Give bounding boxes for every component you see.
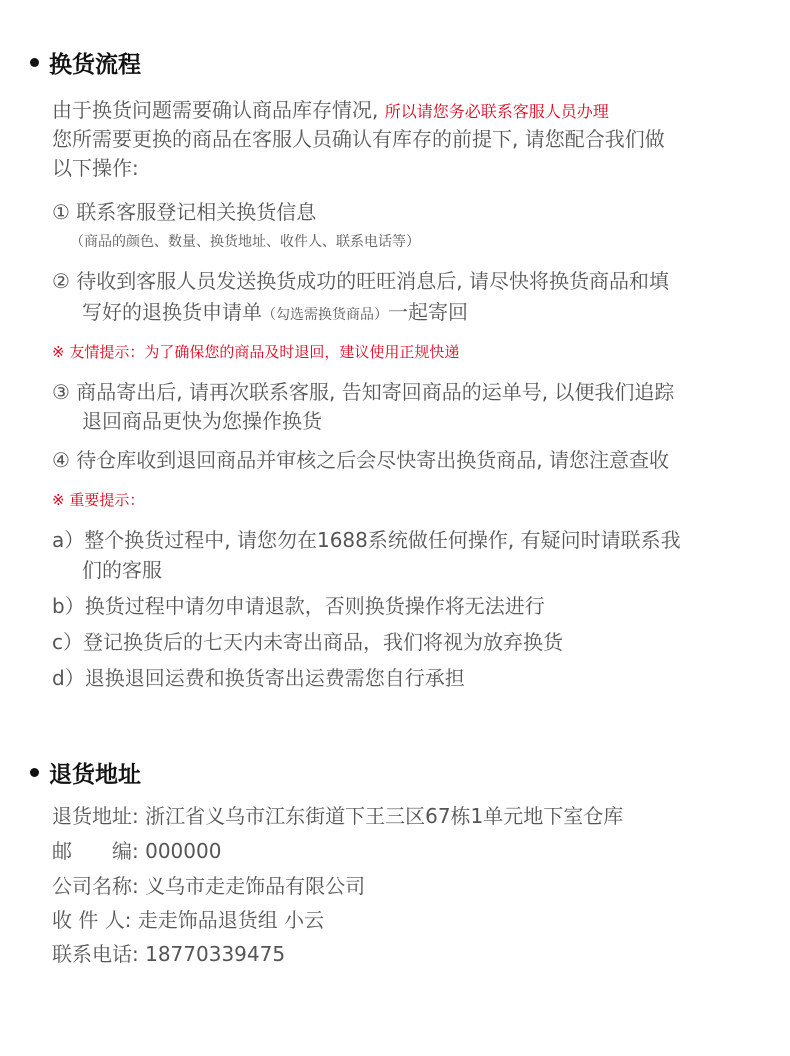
friendly-tip: ※ 友情提示：为了确保您的商品及时退回，建议使用正规快递: [52, 343, 460, 361]
rule-c: c）登记换货后的七天内未寄出商品，我们将视为放弃换货: [52, 630, 563, 654]
important-tip: ※ 重要提示：: [52, 491, 145, 509]
rule-a-line-2: 们的客服: [82, 558, 162, 582]
return-address: 退货地址: 浙江省义乌市江东街道下王三区67栋1单元地下室仓库: [52, 804, 624, 828]
phone-number: 联系电话: 18770339475: [52, 942, 286, 966]
step-1-note: （商品的颜色、数量、换货地址、收件人、联系电话等）: [70, 234, 420, 250]
step-2-text-c: 一起寄回: [388, 300, 468, 324]
exchange-title: 换货流程: [49, 52, 141, 78]
step-2-note: （勾选需换货商品）: [262, 307, 388, 323]
postcode: 邮 编: 000000: [52, 839, 222, 863]
step-2-line-2: [82, 298, 468, 329]
section-title-exchange: [30, 46, 141, 79]
bullet-icon: [30, 58, 39, 67]
rule-d: d）退换退回运费和换货寄出运费需您自行承担: [52, 666, 465, 690]
step-4: ④ 待仓库收到退回商品并审核之后会尽快寄出换货商品, 请您注意查收: [52, 448, 670, 472]
step-2-line-1: ② 待收到客服人员发送换货成功的旺旺消息后, 请尽快将换货商品和填: [52, 269, 670, 293]
intro-text: 由于换货问题需要确认商品库存情况,: [52, 98, 379, 122]
intro-line-1: [52, 96, 609, 126]
intro-line-2: 您所需要更换的商品在客服人员确认有库存的前提下, 请您配合我们做: [52, 127, 665, 151]
intro-line-3: 以下操作:: [52, 156, 139, 180]
step-3-line-2: 退回商品更快为您操作换货: [82, 409, 322, 433]
step-3-line-1: ③ 商品寄出后, 请再次联系客服, 告知寄回商品的运单号, 以便我们追踪: [52, 380, 675, 404]
intro-red-text: 所以请您务必联系客服人员办理: [384, 102, 609, 121]
rule-b: b）换货过程中请勿申请退款，否则换货操作将无法进行: [52, 594, 545, 618]
section-title-return-address: [30, 756, 141, 789]
company-name: 公司名称: 义乌市走走饰品有限公司: [52, 874, 366, 898]
rule-a-line-1: a）整个换货过程中, 请您勿在1688系统做任何操作, 有疑问时请联系我: [52, 528, 681, 552]
return-address-title: 退货地址: [49, 762, 141, 788]
step-1: ① 联系客服登记相关换货信息: [52, 200, 317, 224]
step-2-text-a: 写好的退换货申请单: [82, 300, 262, 324]
recipient: 收 件 人: 走走饰品退货组 小云: [52, 908, 325, 932]
bullet-icon: [30, 768, 39, 777]
